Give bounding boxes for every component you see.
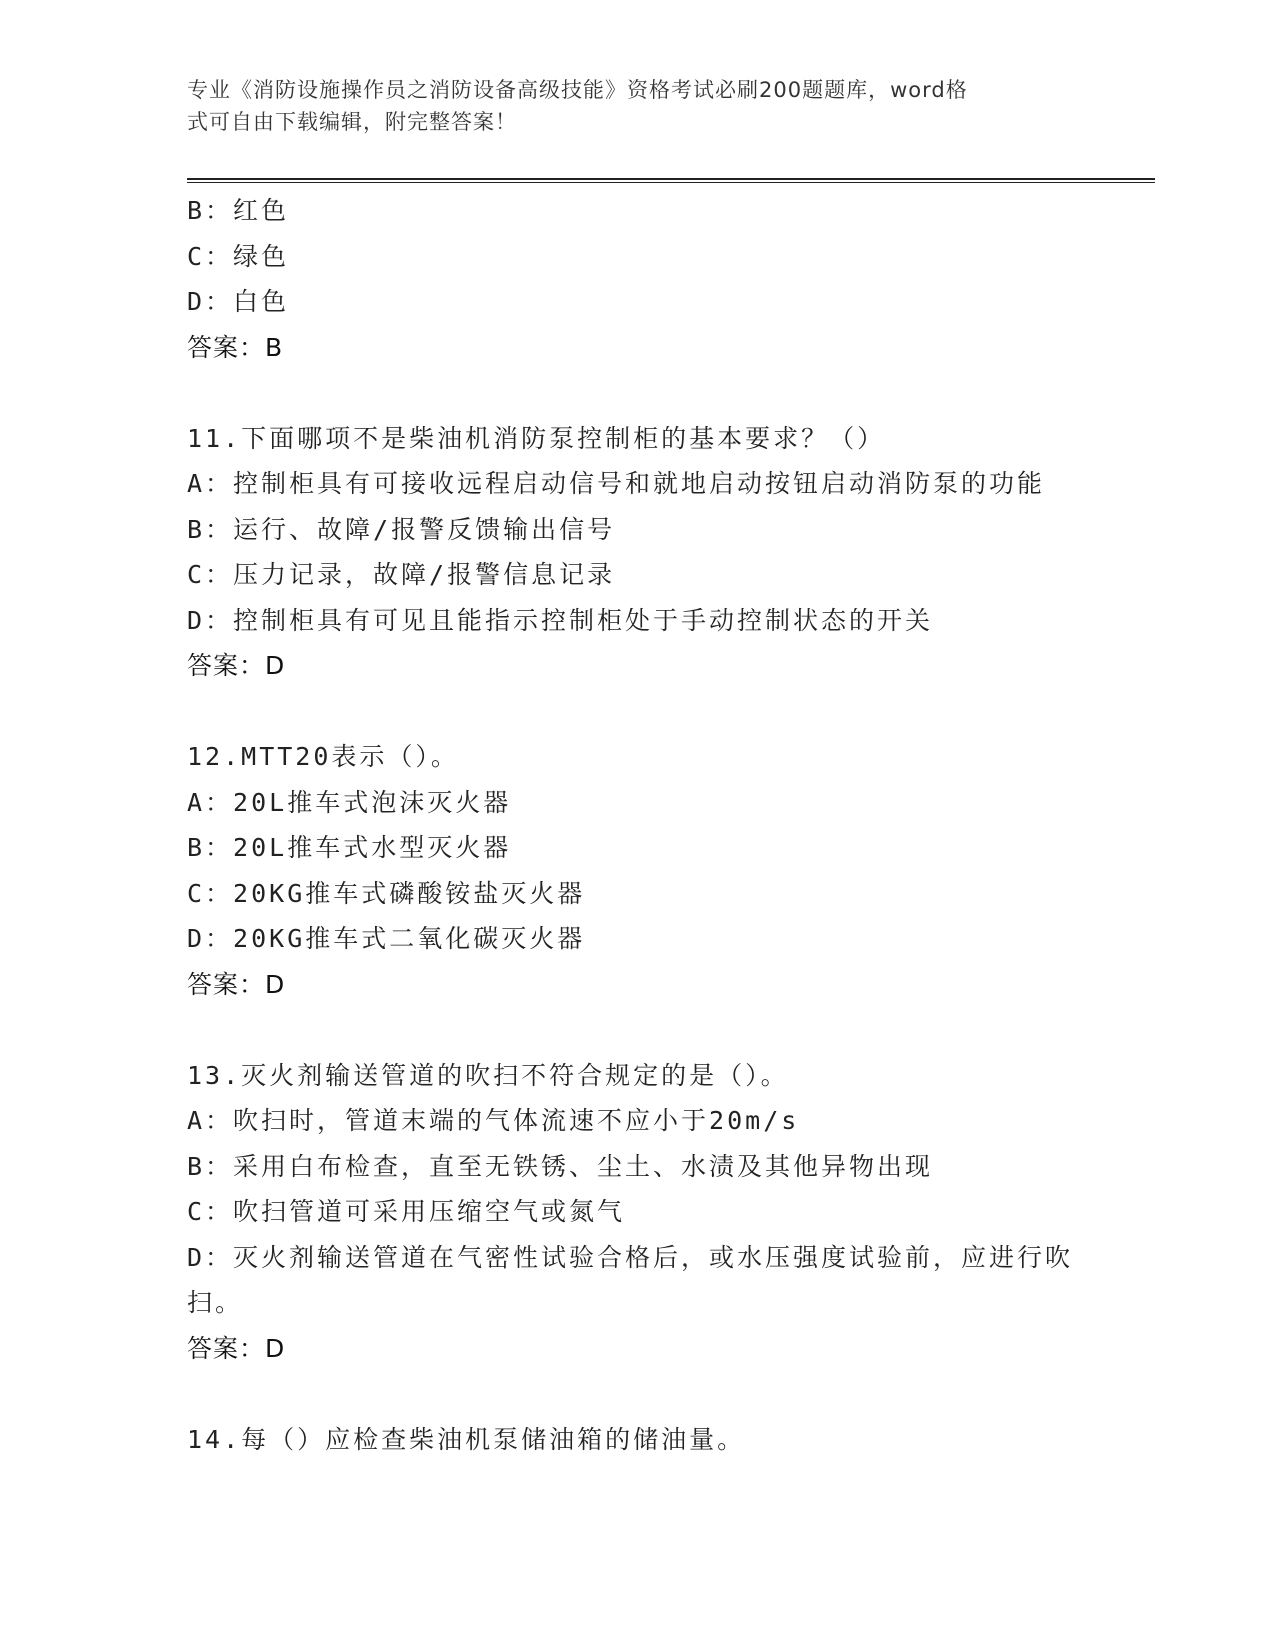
spacer: [187, 370, 1087, 416]
option-d: D：白色: [187, 287, 290, 316]
option-d: D：控制柜具有可见且能指示控制柜处于手动控制状态的开关: [187, 605, 934, 635]
question-stem: 13.灭火剂输送管道的吹扫不符合规定的是（）。: [187, 1060, 789, 1090]
option-a: A：控制柜具有可接收远程启动信号和就地启动按钮启动消防泵的功能: [187, 469, 1046, 498]
question-block-11: [187, 416, 1087, 689]
option-c: C：压力记录，故障/报警信息记录: [187, 560, 616, 589]
question-stem: 12.MTT20表示（）。: [187, 742, 459, 771]
option-c: C：20KG推车式磷酸铵盐灭火器: [187, 878, 586, 908]
question-stem: 11.下面哪项不是柴油机消防泵控制柜的基本要求？（）: [187, 423, 886, 453]
question-block-13: [187, 1053, 1087, 1372]
question-block-prev: [187, 188, 1087, 370]
header-line-1: 专业《消防设施操作员之消防设备高级技能》资格考试必刷200题题库，word格: [187, 78, 968, 102]
option-a: A：20L推车式泡沫灭火器: [187, 787, 512, 817]
question-block-14: [187, 1417, 1087, 1463]
spacer: [187, 1007, 1087, 1053]
option-d: D：20KG推车式二氧化碳灭火器: [187, 924, 586, 953]
question-block-12: [187, 734, 1087, 1007]
option-b: B：采用白布检查，直至无铁锈、尘土、水渍及其他异物出现: [187, 1151, 934, 1181]
page-header: [187, 74, 1067, 138]
answer-line: 答案：D: [187, 651, 286, 680]
answer-line: 答案：D: [187, 1333, 286, 1363]
option-b: B：20L推车式水型灭火器: [187, 833, 512, 862]
question-stem: 14.每（）应检查柴油机泵储油箱的储油量。: [187, 1424, 746, 1454]
option-c: C：绿色: [187, 241, 290, 271]
option-c: C：吹扫管道可采用压缩空气或氮气: [187, 1197, 626, 1226]
header-line-2: 式可自由下载编辑，附完整答案！: [187, 110, 517, 134]
option-d: D：灭火剂输送管道在气密性试验合格后，或水压强度试验前，应进行吹扫。: [187, 1242, 1074, 1317]
answer-line: 答案：D: [187, 969, 286, 999]
option-b: B：运行、故障/报警反馈输出信号: [187, 514, 616, 544]
spacer: [187, 1371, 1087, 1417]
spacer: [187, 689, 1087, 735]
answer-line: 答案：B: [187, 332, 284, 362]
option-b: B：红色: [187, 196, 290, 225]
option-a: A：吹扫时，管道末端的气体流速不应小于20m/s: [187, 1106, 800, 1135]
header-divider: [187, 178, 1155, 183]
question-list: [187, 188, 1087, 1462]
